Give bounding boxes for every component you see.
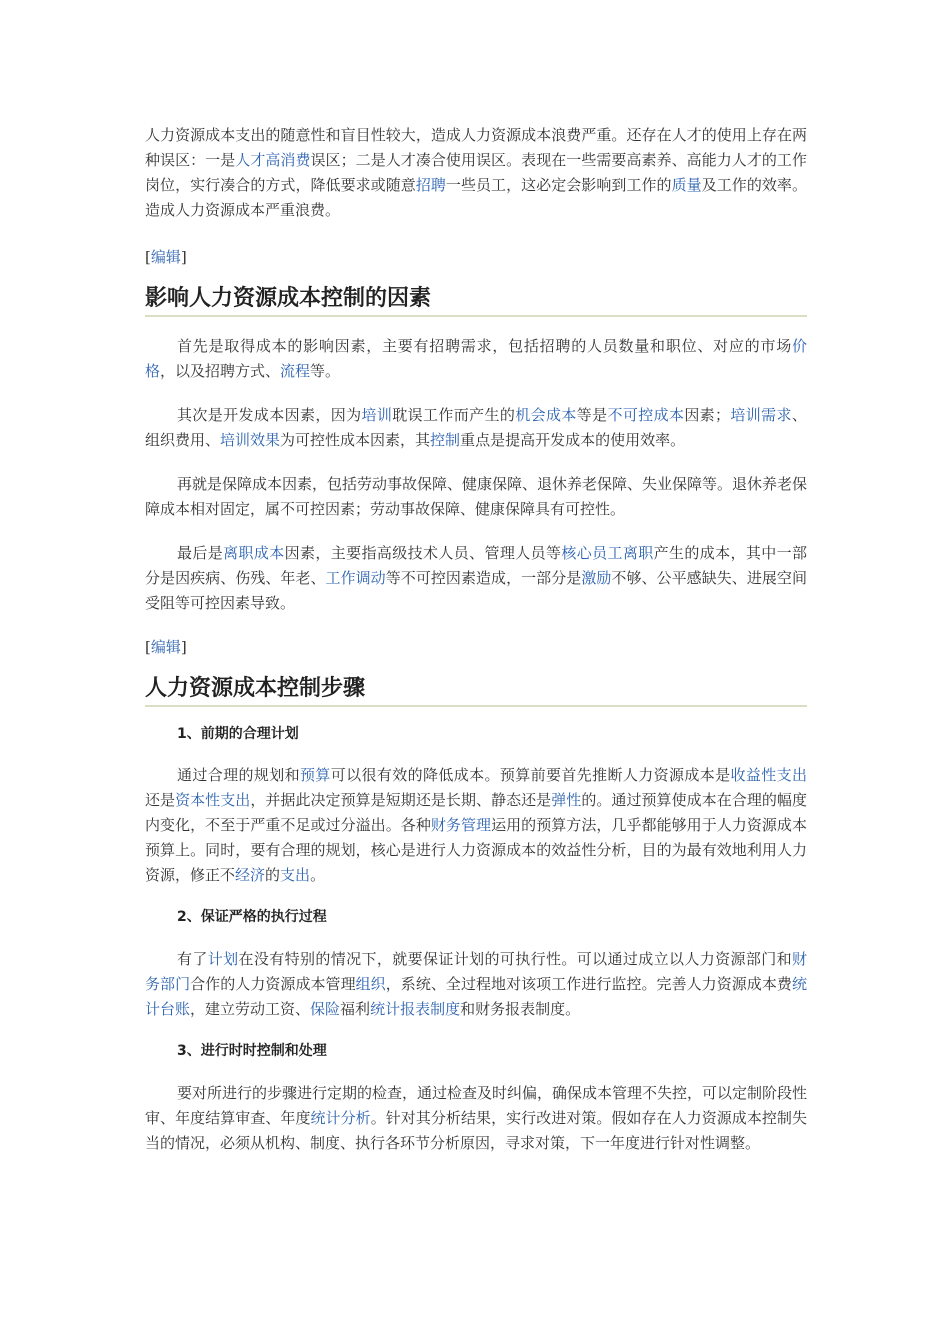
inline-link[interactable]: 组织 (355, 975, 386, 993)
edit-link[interactable]: 编辑 (150, 248, 181, 266)
inline-link[interactable]: 培训 (361, 406, 393, 424)
inline-link[interactable]: 保险 (310, 1000, 341, 1018)
edit-link-2: [编辑] (145, 638, 187, 656)
edit-link-1: [编辑] (145, 248, 187, 266)
inline-link[interactable]: 离职 (622, 544, 654, 562)
step-paragraph-3 (145, 1081, 807, 1156)
step-heading-1: 1、前期的合理计划 (177, 726, 299, 742)
paragraph-text: 。针对其分析结果，实行改进对策。假如存在人力资源成本控制失当的情况，必须从机构、制度、执行各环节分析原因，寻求对策，下一年度进行针对性调整。 (145, 1109, 807, 1152)
paragraph-text: 在没有特别的情况下，就要保证计划的可执行性。可以通过成立以人力资源部门和 (238, 950, 792, 968)
paragraph-text: 还是 (145, 791, 176, 809)
inline-link[interactable]: 财务部门 (145, 950, 807, 993)
edit-link[interactable]: 编辑 (150, 638, 181, 656)
factor-paragraph-4 (145, 541, 807, 616)
paragraph-text: 因素，主要指高级技术人员、管理人员等 (284, 544, 562, 562)
section-heading-steps: 人力资源成本控制步骤 (145, 675, 807, 707)
inline-link[interactable]: 统计报表制度 (370, 1000, 461, 1018)
inline-link[interactable]: 流程 (280, 362, 311, 380)
paragraph-text: 和财务报表制度。 (460, 1000, 581, 1018)
inline-link[interactable]: 机会成本 (515, 406, 577, 424)
inline-link[interactable]: 不可控成本 (607, 406, 685, 424)
paragraph-text: ，系统、全过程地对该项工作进行监控。完善人力资源成本费 (385, 975, 792, 993)
inline-link[interactable]: 离职成本 (223, 544, 285, 562)
inline-link[interactable]: 核心员工 (561, 544, 623, 562)
inline-link[interactable]: 支出 (280, 866, 311, 884)
inline-link[interactable]: 工作调动 (325, 569, 386, 587)
factor-paragraph-3 (145, 472, 807, 522)
paragraph-text: 。 (310, 866, 326, 884)
paragraph-text: 一些员工，这必定会影响到工作的 (445, 176, 672, 194)
paragraph-text: 因素； (684, 406, 731, 424)
paragraph-text: ，并据此决定预算是短期还是长期、静态还是 (250, 791, 552, 809)
intro-paragraph (145, 123, 807, 223)
paragraph-text: 首先是取得成本的影响因素，主要有招聘需求，包括招聘的人员数量和职位、对应的市场 (177, 337, 792, 355)
inline-link[interactable]: 统计台账 (145, 975, 807, 1018)
paragraph-text: 、组织费用、 (145, 406, 807, 449)
paragraph-text: 福利 (340, 1000, 371, 1018)
inline-link[interactable]: 经济 (235, 866, 266, 884)
inline-link[interactable]: 招聘 (415, 176, 446, 194)
section-heading-factors: 影响人力资源成本控制的因素 (145, 285, 807, 317)
step-paragraph-2 (145, 947, 807, 1022)
paragraph-text: 人力资源成本支出的随意性和盲目性较大，造成人力资源成本浪费严重。还存在人才的使用上存在两种误区：一是 (145, 126, 807, 169)
paragraph-text: 产生的成本，其中一部分是因疾病、伤残、年老、 (145, 544, 807, 587)
inline-link[interactable]: 资本性支出 (175, 791, 251, 809)
paragraph-text: 合作的人力资源成本管理 (190, 975, 356, 993)
inline-link[interactable]: 预算 (300, 766, 331, 784)
step-paragraph-1 (145, 763, 807, 888)
inline-link[interactable]: 统计分析 (310, 1109, 371, 1127)
factor-paragraph-1 (145, 334, 807, 384)
paragraph-text: 其次是开发成本因素，因为 (177, 406, 362, 424)
paragraph-text: 的。通过预算使成本在合理的幅度内变化，不至于严重不足或过分溢出。各种 (145, 791, 807, 834)
paragraph-text: 通过合理的规划和 (177, 766, 300, 784)
paragraph-text: 重点是提高开发成本的使用效率。 (460, 431, 686, 449)
paragraph-text: 及工作的效率。造成人力资源成本严重浪费。 (145, 176, 807, 219)
paragraph-text: 要对所进行的步骤进行定期的检查，通过检查及时纠偏，确保成本管理不失控，可以定制阶段性审、年度结算审查、年度 (145, 1084, 808, 1127)
inline-link[interactable]: 激励 (581, 569, 612, 587)
step-heading-3: 3、进行时时控制和处理 (177, 1043, 327, 1059)
paragraph-text: 不够、公平感缺失、进展空间受阻等可控因素导致。 (145, 569, 807, 612)
paragraph-text: 有了 (177, 950, 208, 968)
inline-link[interactable]: 财务管理 (430, 816, 492, 834)
paragraph-text: 的 (265, 866, 281, 884)
paragraph-text: 等。 (310, 362, 341, 380)
inline-link[interactable]: 计划 (207, 950, 239, 968)
paragraph-text: 等是 (576, 406, 608, 424)
article (145, 123, 807, 1156)
paragraph-text: 运用的预算方法，几乎都能够用于人力资源成本预算上。同时，要有合理的规划，核心是进行人力资源成本的效益性分析，目的为最有效地利用人力资源，修正不 (145, 816, 807, 884)
inline-link[interactable]: 质量 (671, 176, 702, 194)
paragraph-text: ，建立劳动工资、 (190, 1000, 311, 1018)
inline-link[interactable]: 弹性 (551, 791, 582, 809)
inline-link[interactable]: 培训需求 (730, 406, 792, 424)
inline-link[interactable]: 收益性支出 (730, 766, 807, 784)
inline-link[interactable]: 培训效果 (220, 431, 281, 449)
inline-link[interactable]: 人才高消费 (235, 151, 311, 169)
paragraph-text: 等不可控因素造成，一部分是 (385, 569, 582, 587)
paragraph-text: ，以及招聘方式、 (160, 362, 281, 380)
paragraph-text: 为可控性成本因素，其 (280, 431, 431, 449)
inline-link[interactable]: 价格 (145, 337, 807, 380)
paragraph-text: 误区；二是人才凑合使用误区。表现在一些需要高素养、高能力人才的工作岗位，实行凑合的方式，降低要求或随意 (145, 151, 807, 194)
factor-paragraph-2 (145, 403, 807, 453)
paragraph-text: 可以很有效的降低成本。预算前要首先推断人力资源成本是 (330, 766, 731, 784)
paragraph-text: 耽误工作而产生的 (392, 406, 516, 424)
inline-link[interactable]: 控制 (430, 431, 461, 449)
step-heading-2: 2、保证严格的执行过程 (177, 909, 327, 925)
paragraph-text: 最后是 (177, 544, 224, 562)
paragraph-text: 再就是保障成本因素，包括劳动事故保障、健康保障、退休养老保障、失业保障等。退休养老保障成本相对固定，属不可控因素；劳动事故保障、健康保障具有可控性。 (145, 475, 808, 518)
